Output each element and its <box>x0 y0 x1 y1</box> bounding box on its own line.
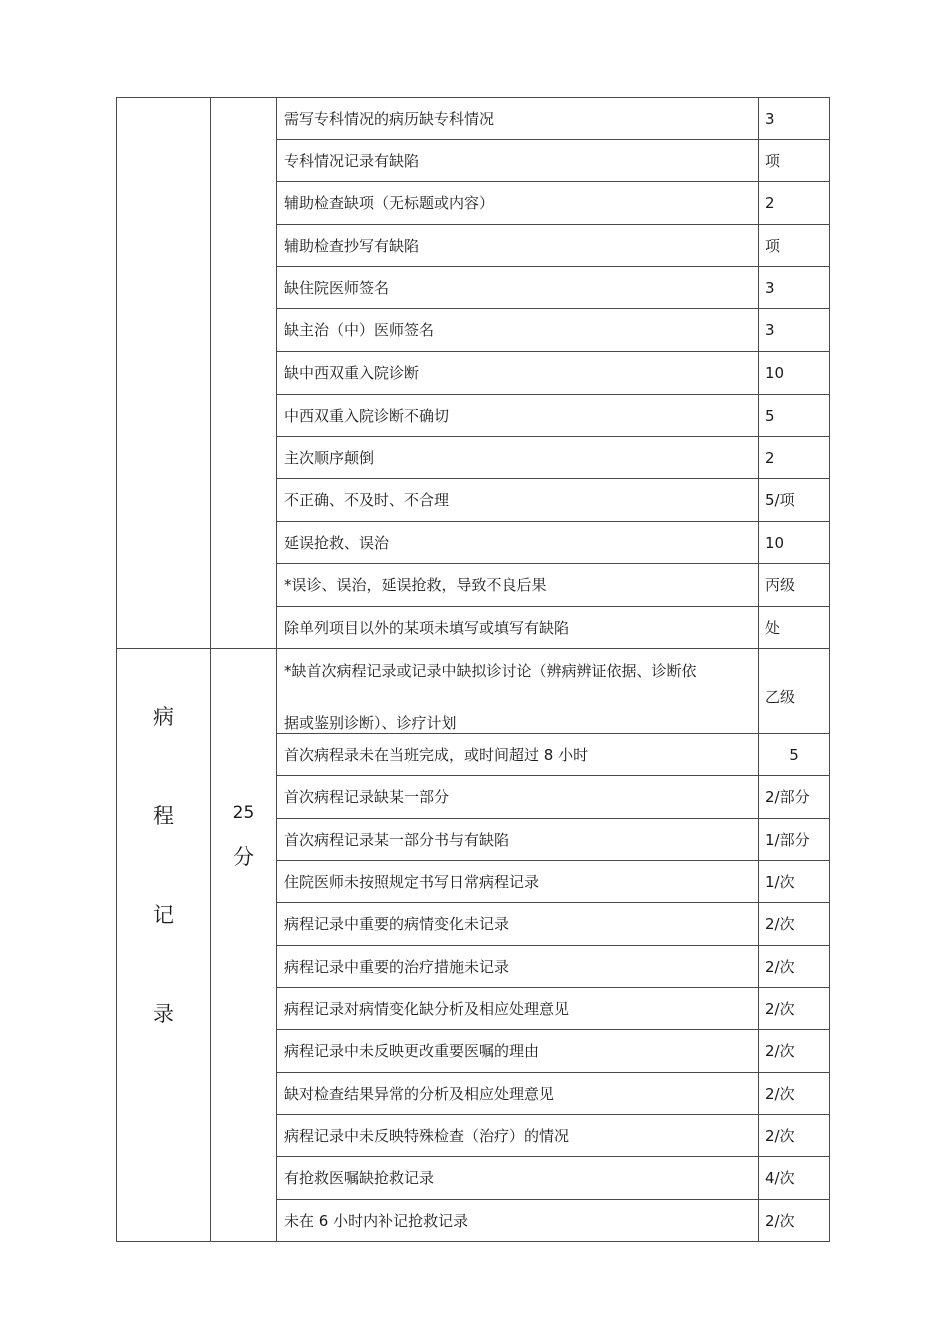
deduction-text: 2/次 <box>759 946 830 988</box>
item-text: 辅助检查抄写有缺陷 <box>277 225 759 267</box>
deduction-text: 2 <box>759 437 830 479</box>
deduction-text: 1/部分 <box>759 819 830 861</box>
deduction-text: 10 <box>759 522 830 564</box>
item-text: 缺对检查结果异常的分析及相应处理意见 <box>277 1073 759 1115</box>
deduction-text: 处 <box>759 607 830 649</box>
deduction-text: 2/次 <box>759 988 830 1030</box>
item-text: 病程记录中未反映特殊检查（治疗）的情况 <box>277 1115 759 1157</box>
item-text: 主次顺序颠倒 <box>277 437 759 479</box>
category-char: 病 <box>153 705 174 729</box>
item-text: 首次病程记录缺某一部分 <box>277 776 759 819</box>
item-text-line2: 据或鉴别诊断）、诊疗计划 <box>284 714 457 732</box>
item-text: 首次病程录未在当班完成，或时间超过 8 小时 <box>277 734 759 776</box>
score-cell <box>211 649 277 1242</box>
item-text: 病程记录中重要的治疗措施未记录 <box>277 946 759 988</box>
deduction-text: 丙级 <box>759 564 830 607</box>
item-text: 住院医师未按照规定书写日常病程记录 <box>277 861 759 903</box>
item-text: 专科情况记录有缺陷 <box>277 140 759 182</box>
deduction-text: 2/次 <box>759 1115 830 1157</box>
item-text: 未在 6 小时内补记抢救记录 <box>277 1200 759 1242</box>
deduction-text: 2/次 <box>759 1030 830 1073</box>
item-text: 缺主治（中）医师签名 <box>277 309 759 352</box>
table-row <box>117 649 830 734</box>
item-text: 病程记录对病情变化缺分析及相应处理意见 <box>277 988 759 1030</box>
score-value: 25 <box>232 803 255 823</box>
item-text: 中西双重入院诊断不确切 <box>277 395 759 437</box>
item-text: *误诊、误治，延误抢救，导致不良后果 <box>277 564 759 607</box>
item-text: 不正确、不及时、不合理 <box>277 479 759 522</box>
table-row <box>117 98 830 140</box>
deduction-text: 项 <box>759 140 830 182</box>
item-text: 病程记录中未反映更改重要医嘱的理由 <box>277 1030 759 1073</box>
deduction-text: 10 <box>759 352 830 395</box>
item-text: 辅助检查缺项（无标题或内容） <box>277 182 759 225</box>
deduction-text: 2 <box>759 182 830 225</box>
item-text-line1: *缺首次病程记录或记录中缺拟诊讨论（辨病辨证依据、诊断依 <box>284 662 697 680</box>
item-text: 病程记录中重要的病情变化未记录 <box>277 903 759 946</box>
deduction-text: 1/次 <box>759 861 830 903</box>
deduction-cell <box>759 649 830 734</box>
item-text: 缺住院医师签名 <box>277 267 759 309</box>
category-char: 程 <box>153 804 174 828</box>
item-text <box>277 649 759 734</box>
item-text: 首次病程记录某一部分书与有缺陷 <box>277 819 759 861</box>
deduction-text: 2/次 <box>759 1073 830 1115</box>
deduction-text: 3 <box>759 267 830 309</box>
deduction-text: 5 <box>759 395 830 437</box>
deduction-text: 2/次 <box>759 903 830 946</box>
deduction-text: 4/次 <box>759 1157 830 1200</box>
item-text: 除单列项目以外的某项未填写或填写有缺陷 <box>277 607 759 649</box>
item-text: 需写专科情况的病历缺专科情况 <box>277 98 759 140</box>
category-char: 录 <box>153 1002 174 1026</box>
deduction-text: 2/次 <box>759 1200 830 1242</box>
score-cell-empty <box>211 98 277 649</box>
item-text: 延误抢救、误治 <box>277 522 759 564</box>
category-cell-empty <box>117 98 211 649</box>
deduction-text: 5 <box>759 734 830 776</box>
deduction-text: 项 <box>759 225 830 267</box>
item-text: 有抢救医嘱缺抢救记录 <box>277 1157 759 1200</box>
item-text: 缺中西双重入院诊断 <box>277 352 759 395</box>
deduction-text: 3 <box>759 309 830 352</box>
score-unit: 分 <box>233 845 254 869</box>
category-char: 记 <box>153 903 174 927</box>
deduction-text: 5/项 <box>759 479 830 522</box>
deduction-text: 乙级 <box>765 688 796 706</box>
deduction-text: 2/部分 <box>759 776 830 819</box>
deduction-text: 3 <box>759 98 830 140</box>
category-cell <box>117 649 211 1242</box>
scoring-table <box>116 97 830 1242</box>
